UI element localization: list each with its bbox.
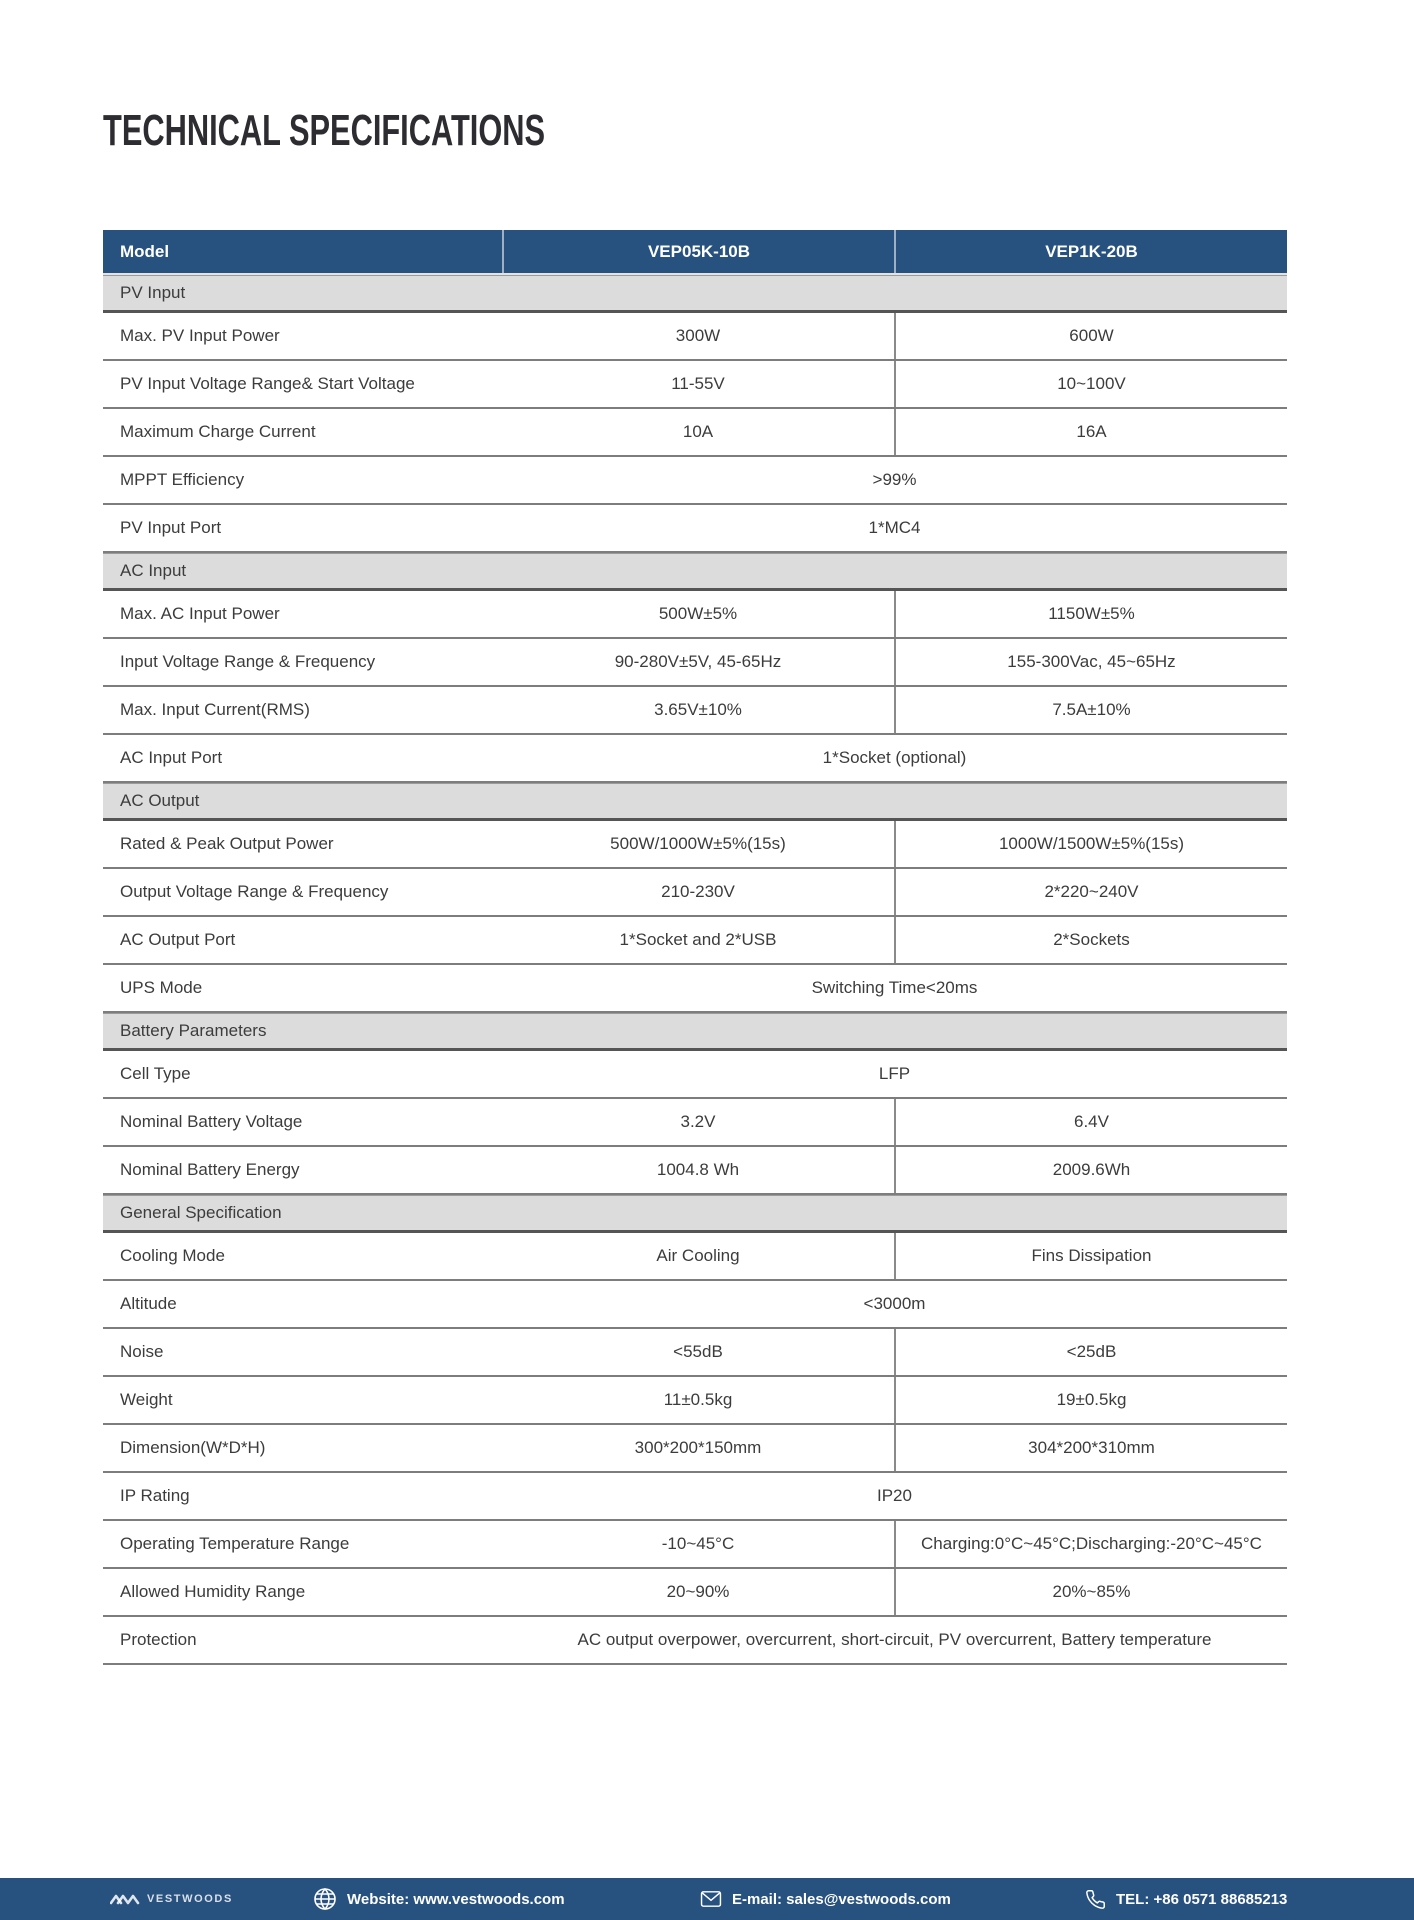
table-row [103, 361, 1287, 409]
row-value-model-a: 11±0.5kg [663, 1390, 733, 1410]
row-value-model-b: 304*200*310mm [894, 1425, 1287, 1471]
row-value-model-a: 210-230V [661, 882, 735, 902]
table-row [103, 735, 1287, 783]
table-row [103, 917, 1287, 965]
section-label: AC Output [120, 791, 200, 811]
row-label: Nominal Battery Energy [120, 1160, 300, 1180]
section-label: AC Input [120, 561, 187, 581]
row-label: Rated & Peak Output Power [120, 834, 334, 854]
table-row [103, 313, 1287, 361]
row-value-model-a: 10A [682, 422, 714, 442]
section-label: Battery Parameters [120, 1021, 267, 1041]
row-label: Protection [120, 1630, 197, 1650]
row-value-merged: 1*Socket (optional) [822, 748, 967, 768]
row-value-model-b: Fins Dissipation [894, 1233, 1287, 1279]
section-label: General Specification [120, 1203, 282, 1223]
row-value-merged: <3000m [863, 1294, 926, 1314]
table-row [103, 505, 1287, 553]
footer-email [700, 1878, 951, 1920]
row-label: Operating Temperature Range [120, 1534, 350, 1554]
row-value-model-b: 10~100V [894, 361, 1287, 407]
row-label: PV Input Port [120, 518, 222, 538]
row-label: Dimension(W*D*H) [120, 1438, 266, 1458]
row-value-model-a: 20~90% [666, 1582, 730, 1602]
table-row [103, 1233, 1287, 1281]
row-value-merged: Switching Time<20ms [811, 978, 978, 998]
globe-icon [313, 1887, 337, 1911]
row-value-model-b: 20%~85% [894, 1569, 1287, 1615]
row-value-model-a: 3.2V [680, 1112, 716, 1132]
row-value-model-a: 300*200*150mm [634, 1438, 762, 1458]
table-row [103, 639, 1287, 687]
row-label: AC Input Port [120, 748, 223, 768]
section-row [103, 1195, 1287, 1233]
envelope-icon [700, 1890, 722, 1908]
row-label: Noise [120, 1342, 164, 1362]
footer-tel [1085, 1878, 1287, 1920]
row-label: Altitude [120, 1294, 177, 1314]
spec-table [103, 230, 1287, 1665]
footer-tel-label: TEL: +86 0571 88685213 [1116, 1890, 1288, 1908]
row-value-merged: LFP [878, 1064, 911, 1084]
table-row [103, 1051, 1287, 1099]
row-value-model-a: 500W±5% [658, 604, 738, 624]
row-label: UPS Mode [120, 978, 203, 998]
footer-email-label: E-mail: sales@vestwoods.com [732, 1890, 951, 1908]
row-value-model-a: <55dB [673, 1342, 723, 1362]
table-row [103, 1425, 1287, 1473]
table-row [103, 1569, 1287, 1617]
row-label: IP Rating [120, 1486, 190, 1506]
table-row [103, 687, 1287, 735]
row-value-model-a: 90-280V±5V, 45-65Hz [614, 652, 782, 672]
footer-bar [0, 1878, 1414, 1920]
row-value-model-b: 1000W/1500W±5%(15s) [894, 821, 1287, 867]
vestwoods-logo-icon [110, 1892, 140, 1906]
row-value-model-a: 3.65V±10% [654, 700, 742, 720]
table-row [103, 821, 1287, 869]
table-row [103, 1617, 1287, 1665]
row-label: Cooling Mode [120, 1246, 225, 1266]
row-value-model-a: 11-55V [671, 374, 725, 394]
row-value-model-b: 1150W±5% [894, 591, 1287, 637]
row-label: Output Voltage Range & Frequency [120, 882, 389, 902]
table-row [103, 1099, 1287, 1147]
row-value-merged: IP20 [877, 1486, 912, 1506]
page-title: TECHNICAL SPECIFICATIONS [103, 106, 546, 155]
row-value-model-a: 1004.8 Wh [656, 1160, 740, 1180]
row-value-merged: 1*MC4 [868, 518, 921, 538]
table-row [103, 1377, 1287, 1425]
brand-logo [110, 1878, 233, 1920]
row-value-model-b: 19±0.5kg [894, 1377, 1287, 1423]
spec-table-body [103, 275, 1287, 1665]
row-value-merged: AC output overpower, overcurrent, short-circuit, PV overcurrent, Battery temperature [577, 1630, 1212, 1650]
row-value-model-a: 500W/1000W±5%(15s) [610, 834, 786, 854]
header-model-label: Model [120, 241, 170, 261]
phone-icon [1085, 1889, 1106, 1910]
table-row [103, 869, 1287, 917]
row-value-model-b: 2*220~240V [894, 869, 1287, 915]
table-row [103, 1281, 1287, 1329]
row-value-model-b: 7.5A±10% [894, 687, 1287, 733]
row-value-model-b: 600W [894, 313, 1287, 359]
table-row [103, 965, 1287, 1013]
row-label: MPPT Efficiency [120, 470, 245, 490]
table-row [103, 1473, 1287, 1521]
row-label: Max. PV Input Power [120, 326, 280, 346]
section-label: PV Input [120, 283, 186, 303]
section-row [103, 553, 1287, 591]
row-label: Max. Input Current(RMS) [120, 700, 310, 720]
row-value-model-b: <25dB [894, 1329, 1287, 1375]
row-label: Max. AC Input Power [120, 604, 280, 624]
row-value-model-b: 2009.6Wh [894, 1147, 1287, 1193]
row-value-model-b: 6.4V [894, 1099, 1287, 1145]
row-label: PV Input Voltage Range& Start Voltage [120, 374, 415, 394]
row-value-model-b: 2*Sockets [894, 917, 1287, 963]
row-value-merged: >99% [872, 470, 917, 490]
footer-website-label: Website: www.vestwoods.com [347, 1890, 565, 1908]
table-row [103, 409, 1287, 457]
row-label: Weight [120, 1390, 173, 1410]
table-row [103, 457, 1287, 505]
table-row [103, 1521, 1287, 1569]
table-row [103, 591, 1287, 639]
row-label: Cell Type [120, 1064, 191, 1084]
row-value-model-b: 155-300Vac, 45~65Hz [894, 639, 1287, 685]
table-header-row [103, 230, 1287, 275]
row-value-model-a: 300W [675, 326, 721, 346]
brand-name: VESTWOODS [147, 1893, 233, 1905]
row-value-model-a: -10~45°C [661, 1534, 735, 1554]
row-label: Input Voltage Range & Frequency [120, 652, 376, 672]
table-row [103, 1329, 1287, 1377]
row-value-model-b: 16A [894, 409, 1287, 455]
row-value-model-b: Charging:0°C~45°C;Discharging:-20°C~45°C [894, 1521, 1287, 1567]
row-label: Allowed Humidity Range [120, 1582, 306, 1602]
row-value-model-a: Air Cooling [656, 1246, 740, 1266]
header-model-a: VEP05K-10B [502, 230, 894, 273]
row-label: Nominal Battery Voltage [120, 1112, 303, 1132]
header-model-b: VEP1K-20B [894, 230, 1287, 273]
section-row [103, 1013, 1287, 1051]
row-label: AC Output Port [120, 930, 236, 950]
section-row [103, 783, 1287, 821]
row-value-model-a: 1*Socket and 2*USB [619, 930, 777, 950]
row-label: Maximum Charge Current [120, 422, 316, 442]
footer-website [313, 1878, 565, 1920]
section-row [103, 275, 1287, 313]
table-row [103, 1147, 1287, 1195]
